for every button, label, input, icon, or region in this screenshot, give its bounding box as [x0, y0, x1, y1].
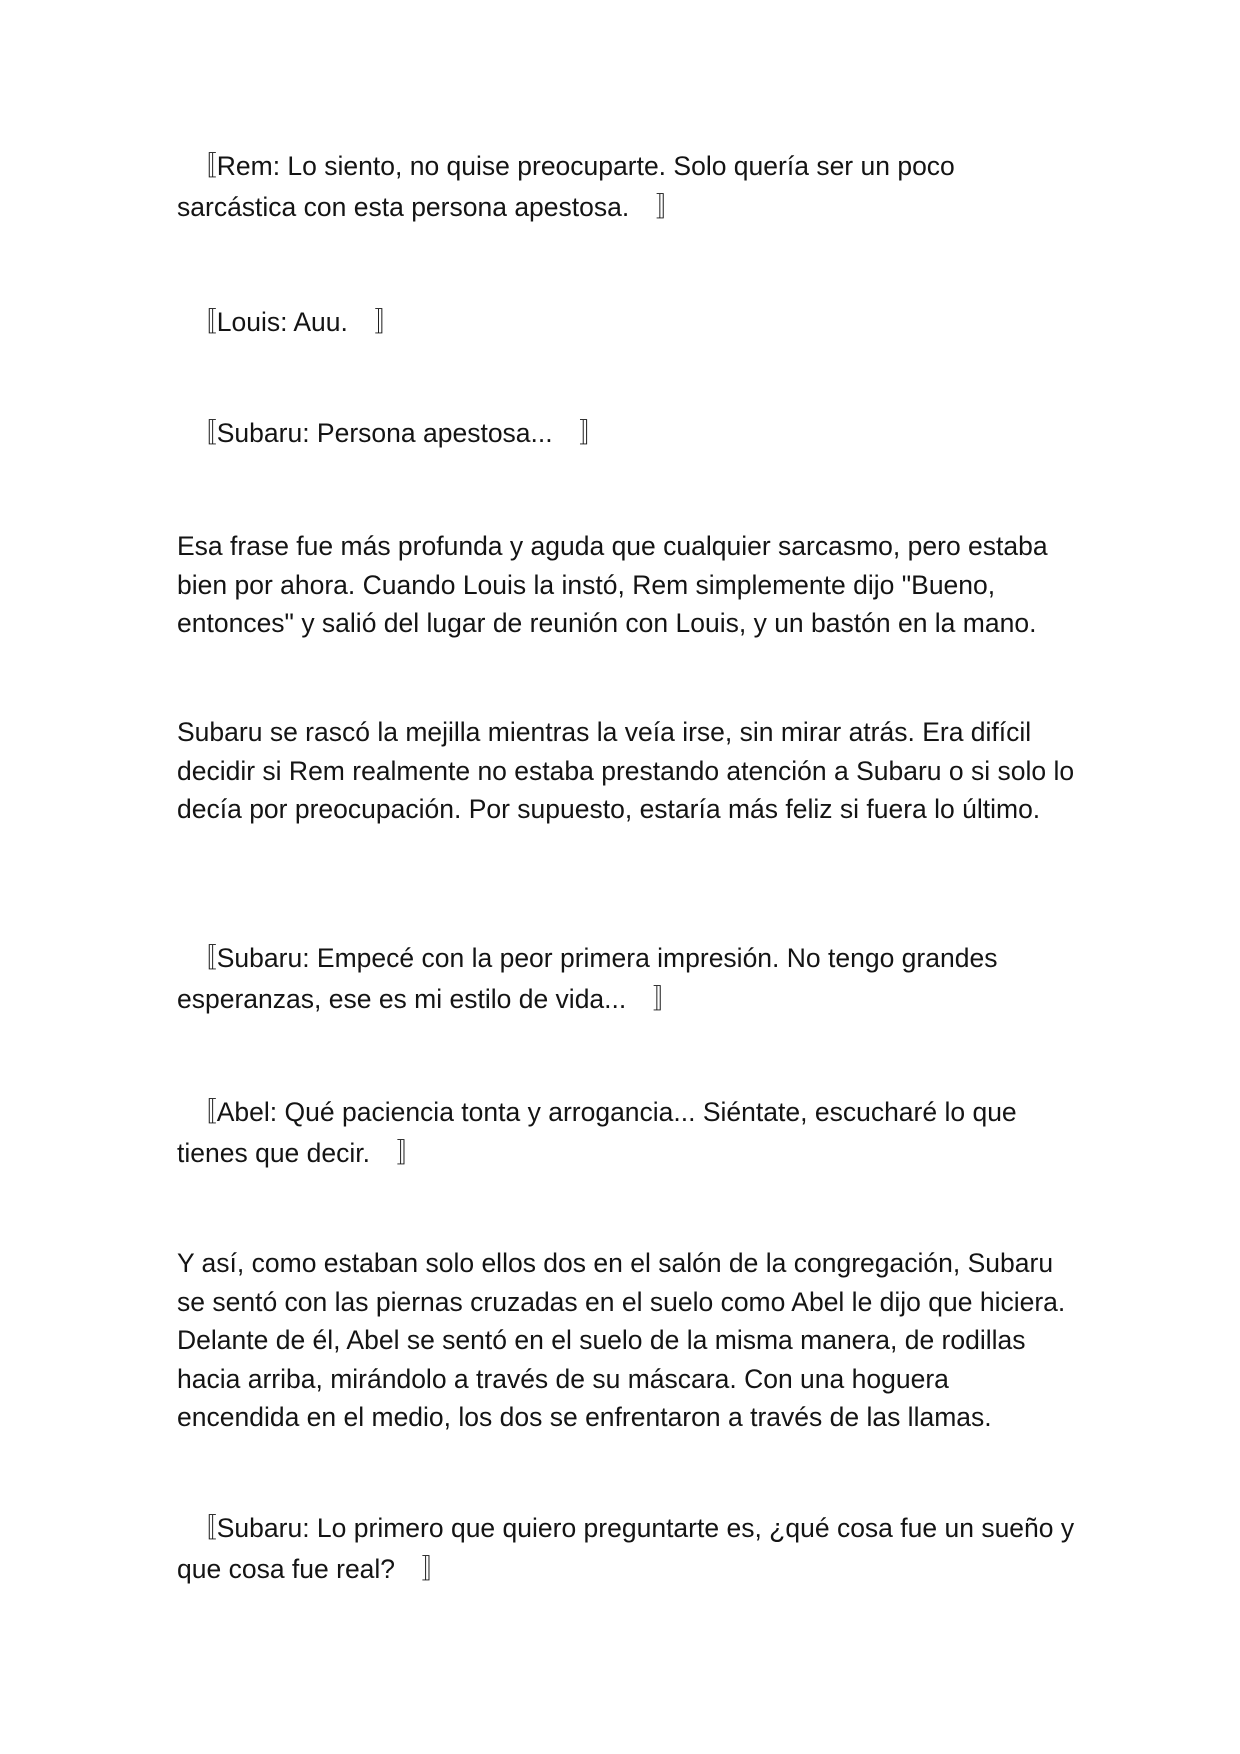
narration-paragraph-1: Esa frase fue más profunda y aguda que cualquier sarcasmo, pero estaba bien por ahora. Cuando Louis la instó, Rem simplemente dijo "Bueno, entonces" y salió del lugar de reunión con Louis, y un bastón en la mano.	[177, 531, 1048, 638]
narration-paragraph-3: Y así, como estaban solo ellos dos en el salón de la congregación, Subaru se sentó con las piernas cruzadas en el suelo como Abel le dijo que hiciera. Delante de él, Abel se sentó en el suelo de la misma manera, de rodillas hacia arriba, mirándolo a través de su máscara. Con una hoguera encendida en el medio, los dos se enfrentaron a través de las llamas.	[177, 1248, 1066, 1432]
dialogue-subaru-1: 〚Subaru: Persona apestosa... 〛	[177, 418, 606, 448]
dialogue-subaru-2: 〚Subaru: Empecé con la peor primera impresión. No tengo grandes esperanzas, ese es mi estilo de vida... 〛	[177, 943, 998, 1014]
dialogue-abel: 〚Abel: Qué paciencia tonta y arrogancia... Siéntate, escucharé lo que tienes que decir. 〛	[177, 1097, 1017, 1168]
dialogue-louis: 〚Louis: Auu. 〛	[177, 307, 401, 337]
dialogue-subaru-3: 〚Subaru: Lo primero que quiero preguntarte es, ¿qué cosa fue un sueño y que cosa fue real? 〛	[177, 1513, 1075, 1584]
dialogue-rem: 〚Rem: Lo siento, no quise preocuparte. Solo quería ser un poco sarcástica con esta persona apestosa. 〛	[177, 151, 955, 222]
narration-paragraph-2: Subaru se rascó la mejilla mientras la veía irse, sin mirar atrás. Era difícil decidir si Rem realmente no estaba prestando atención a Subaru o si solo lo decía por preocupación. Por supuesto, estaría más feliz si fuera lo último.	[177, 717, 1075, 824]
